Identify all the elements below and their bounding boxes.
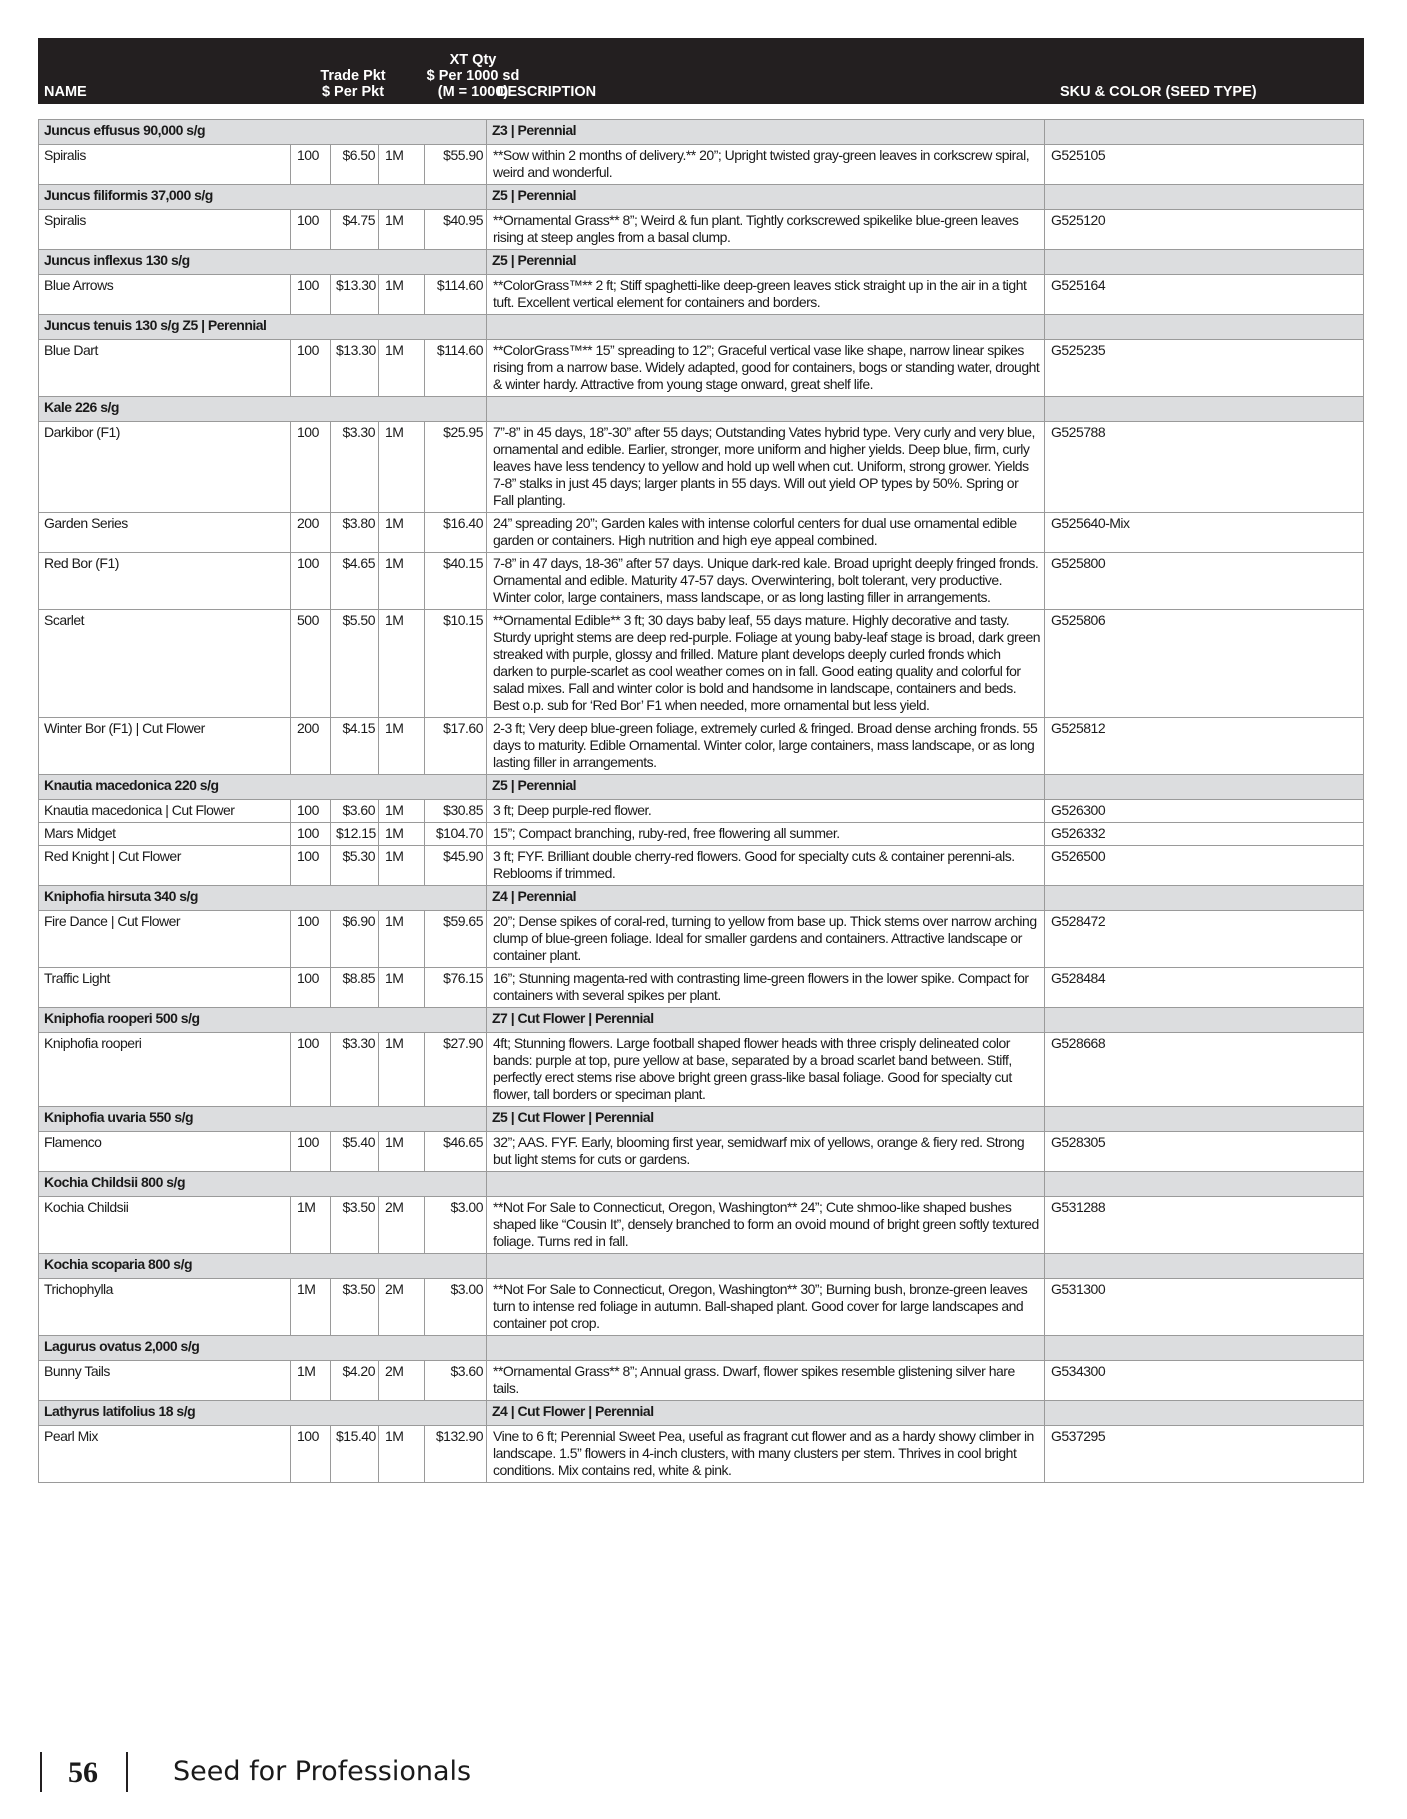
- xt-qty: 1M: [379, 968, 425, 1008]
- group-sku-blank: [1045, 1107, 1364, 1132]
- description: **Not For Sale to Connecticut, Oregon, Washington** 24”; Cute shmoo-like shaped bushes shaped like “Cousin It”, densely branched to form an ovoid mound of bright green softly textured foliage. Turns red in fall.: [487, 1197, 1045, 1254]
- xt-qty: 1M: [379, 340, 425, 397]
- group-zone: [487, 397, 1045, 422]
- description: 3 ft; FYF. Brilliant double cherry-red flowers. Good for specialty cuts & container perenni-als. Reblooms if trimmed.: [487, 846, 1045, 886]
- product-table: [38, 119, 1364, 1483]
- group-header-row: [39, 185, 1364, 210]
- sku: G525788: [1045, 422, 1364, 513]
- xt-price: $114.60: [425, 275, 487, 315]
- variety-name: Winter Bor (F1) | Cut Flower: [39, 718, 291, 775]
- group-sku-blank: [1045, 1008, 1364, 1033]
- group-sku-blank: [1045, 120, 1364, 145]
- description: **Ornamental Grass** 8”; Weird & fun plant. Tightly corkscrewed spikelike blue-green leaves rising at steep angles from a basal clump.: [487, 210, 1045, 250]
- group-sku-blank: [1045, 775, 1364, 800]
- variety-name: Red Bor (F1): [39, 553, 291, 610]
- group-zone: Z5 | Cut Flower | Perennial: [487, 1107, 1045, 1132]
- sku: G525164: [1045, 275, 1364, 315]
- description: Vine to 6 ft; Perennial Sweet Pea, useful as fragrant cut flower and as a hardy showy climber in landscape. 1.5” flowers in 4-inch clusters, with many clusters per stem. Thrives in cool bright conditions. Mix contains red, white & pink.: [487, 1426, 1045, 1483]
- xt-price: $3.00: [425, 1279, 487, 1336]
- group-header-row: [39, 1254, 1364, 1279]
- sku: G525235: [1045, 340, 1364, 397]
- variety-name: Red Knight | Cut Flower: [39, 846, 291, 886]
- header-xt-line1: XT Qty: [449, 52, 497, 68]
- table-header: [38, 38, 1364, 104]
- xt-price: $3.60: [425, 1361, 487, 1401]
- group-header-row: [39, 1401, 1364, 1426]
- trade-pkt-price: $3.80: [331, 513, 379, 553]
- variety-name: Fire Dance | Cut Flower: [39, 911, 291, 968]
- trade-pkt-qty: 100: [291, 800, 331, 823]
- table-row: [39, 610, 1364, 718]
- sku: G537295: [1045, 1426, 1364, 1483]
- catalog-title: Seed for Professionals: [173, 1756, 472, 1787]
- trade-pkt-qty: 100: [291, 1426, 331, 1483]
- sku: G528484: [1045, 968, 1364, 1008]
- description: 4ft; Stunning flowers. Large football shaped flower heads with three crisply delineated color bands: purple at top, pure yellow at base, separated by a broad scarlet band between. Stiff, perfectly erect stems rise above bright green grass-like basal foliage. Good for specialty cut flower, tall borders or speciman plant.: [487, 1033, 1045, 1107]
- product-table-body: [39, 120, 1364, 1483]
- variety-name: Kniphofia rooperi: [39, 1033, 291, 1107]
- group-sku-blank: [1045, 1336, 1364, 1361]
- xt-price: $45.90: [425, 846, 487, 886]
- trade-pkt-qty: 100: [291, 210, 331, 250]
- group-header-row: [39, 886, 1364, 911]
- group-header-row: [39, 1336, 1364, 1361]
- table-row: [39, 911, 1364, 968]
- description: **Sow within 2 months of delivery.** 20”; Upright twisted gray-green leaves in corkscrew spiral, weird and wonderful.: [487, 145, 1045, 185]
- trade-pkt-price: $12.15: [331, 823, 379, 846]
- trade-pkt-qty: 100: [291, 145, 331, 185]
- xt-price: $104.70: [425, 823, 487, 846]
- trade-pkt-price: $4.75: [331, 210, 379, 250]
- xt-price: $132.90: [425, 1426, 487, 1483]
- description: 7-8” in 47 days, 18-36” after 57 days. Unique dark-red kale. Broad upright deeply fringed fronds. Ornamental and edible. Maturity 47-57 days. Overwintering, bolt tolerant, very productive. Winter color, large containers, mass landscape, or as long lasting filler in arrangements.: [487, 553, 1045, 610]
- sku: G531300: [1045, 1279, 1364, 1336]
- trade-pkt-price: $5.50: [331, 610, 379, 718]
- group-zone: [487, 315, 1045, 340]
- xt-qty: 1M: [379, 553, 425, 610]
- group-sku-blank: [1045, 397, 1364, 422]
- group-header-row: [39, 775, 1364, 800]
- description: **ColorGrass™** 15” spreading to 12”; Graceful vertical vase like shape, narrow linear spikes rising from a narrow base. Widely adapted, good for containers, bogs or standing water, drought & winter hardy. Attractive from young stage onward, great shelf life.: [487, 340, 1045, 397]
- group-title: Kniphofia hirsuta 340 s/g: [39, 886, 487, 911]
- trade-pkt-qty: 1M: [291, 1361, 331, 1401]
- sku: G534300: [1045, 1361, 1364, 1401]
- xt-qty: 1M: [379, 823, 425, 846]
- table-row: [39, 1426, 1364, 1483]
- variety-name: Spiralis: [39, 210, 291, 250]
- sku: G525105: [1045, 145, 1364, 185]
- group-title: Kochia Childsii 800 s/g: [39, 1172, 487, 1197]
- header-sku: SKU & COLOR (SEED TYPE): [1060, 84, 1257, 100]
- table-row: [39, 1132, 1364, 1172]
- trade-pkt-price: $4.15: [331, 718, 379, 775]
- group-zone: [487, 1336, 1045, 1361]
- xt-qty: 1M: [379, 800, 425, 823]
- page-number: 56: [68, 1756, 98, 1789]
- trade-pkt-qty: 1M: [291, 1197, 331, 1254]
- description: 7”-8” in 45 days, 18”-30” after 55 days; Outstanding Vates hybrid type. Very curly and very blue, ornamental and edible. Earlier, stronger, more uniform and higher yields. Deep blue, firm, curly leaves have less tendency to yellow and hold up well when cut. Uniform, strong grower. Yields 7-8” stalks in just 45 days; larger plants in 55 days. Will out yield OP types by 50%. Spring or Fall planting.: [487, 422, 1045, 513]
- xt-price: $76.15: [425, 968, 487, 1008]
- group-title: Kniphofia rooperi 500 s/g: [39, 1008, 487, 1033]
- description: **Ornamental Edible** 3 ft; 30 days baby leaf, 55 days mature. Highly decorative and tasty. Sturdy upright stems are deep red-purple. Foliage at young baby-leaf stage is broad, dark green streaked with purple, glossy and frilled. Mature plant develops deeply curled fronds which darken to purple-scarlet as cool weather comes on in fall. Good eating quality and colorful for salad mixes. Fall and winter color is bold and handsome in landscape, containers and beds. Best o.p. sub for ‘Red Bor’ F1 when needed, more ornamental but less yield.: [487, 610, 1045, 718]
- group-sku-blank: [1045, 1401, 1364, 1426]
- trade-pkt-price: $15.40: [331, 1426, 379, 1483]
- trade-pkt-qty: 100: [291, 422, 331, 513]
- description: 32”; AAS. FYF. Early, blooming first year, semidwarf mix of yellows, orange & fiery red. Strong but light stems for cuts or gardens.: [487, 1132, 1045, 1172]
- trade-pkt-qty: 100: [291, 846, 331, 886]
- table-row: [39, 1279, 1364, 1336]
- group-header-row: [39, 250, 1364, 275]
- trade-pkt-price: $3.60: [331, 800, 379, 823]
- group-title: Juncus effusus 90,000 s/g: [39, 120, 487, 145]
- group-title: Lathyrus latifolius 18 s/g: [39, 1401, 487, 1426]
- variety-name: Blue Dart: [39, 340, 291, 397]
- xt-qty: 1M: [379, 145, 425, 185]
- variety-name: Mars Midget: [39, 823, 291, 846]
- trade-pkt-price: $3.50: [331, 1279, 379, 1336]
- group-title: Kochia scoparia 800 s/g: [39, 1254, 487, 1279]
- sku: G528472: [1045, 911, 1364, 968]
- table-row: [39, 823, 1364, 846]
- sku: G526500: [1045, 846, 1364, 886]
- table-row: [39, 1361, 1364, 1401]
- trade-pkt-qty: 1M: [291, 1279, 331, 1336]
- header-trade-line2: $ Per Pkt: [321, 84, 385, 100]
- group-sku-blank: [1045, 250, 1364, 275]
- xt-price: $40.95: [425, 210, 487, 250]
- xt-qty: 2M: [379, 1279, 425, 1336]
- group-header-row: [39, 315, 1364, 340]
- group-zone: Z5 | Perennial: [487, 250, 1045, 275]
- xt-price: $17.60: [425, 718, 487, 775]
- catalog-page: [38, 38, 1364, 1483]
- xt-qty: 1M: [379, 846, 425, 886]
- header-description: DESCRIPTION: [497, 84, 597, 100]
- group-header-row: [39, 397, 1364, 422]
- trade-pkt-price: $3.50: [331, 1197, 379, 1254]
- footer-divider-left: [40, 1752, 42, 1792]
- xt-price: $25.95: [425, 422, 487, 513]
- group-zone: Z4 | Perennial: [487, 886, 1045, 911]
- xt-qty: 1M: [379, 610, 425, 718]
- trade-pkt-price: $6.90: [331, 911, 379, 968]
- sku: G528305: [1045, 1132, 1364, 1172]
- xt-qty: 2M: [379, 1197, 425, 1254]
- trade-pkt-price: $8.85: [331, 968, 379, 1008]
- group-sku-blank: [1045, 886, 1364, 911]
- table-row: [39, 1033, 1364, 1107]
- trade-pkt-price: $5.30: [331, 846, 379, 886]
- trade-pkt-qty: 200: [291, 718, 331, 775]
- trade-pkt-price: $13.30: [331, 340, 379, 397]
- trade-pkt-price: $5.40: [331, 1132, 379, 1172]
- header-trade-pkt: [294, 68, 412, 100]
- xt-qty: 1M: [379, 513, 425, 553]
- group-sku-blank: [1045, 1254, 1364, 1279]
- variety-name: Kochia Childsii: [39, 1197, 291, 1254]
- xt-price: $46.65: [425, 1132, 487, 1172]
- xt-qty: 1M: [379, 210, 425, 250]
- trade-pkt-price: $3.30: [331, 422, 379, 513]
- group-zone: [487, 1254, 1045, 1279]
- trade-pkt-qty: 100: [291, 1033, 331, 1107]
- description: 20”; Dense spikes of coral-red, turning to yellow from base up. Thick stems over narrow arching clump of blue-green foliage. Ideal for smaller gardens and containers. Attractive landscape or container plant.: [487, 911, 1045, 968]
- xt-price: $16.40: [425, 513, 487, 553]
- description: **Ornamental Grass** 8”; Annual grass. Dwarf, flower spikes resemble glistening silver hare tails.: [487, 1361, 1045, 1401]
- variety-name: Darkibor (F1): [39, 422, 291, 513]
- table-row: [39, 275, 1364, 315]
- sku: G525806: [1045, 610, 1364, 718]
- xt-qty: 2M: [379, 1361, 425, 1401]
- description: **Not For Sale to Connecticut, Oregon, Washington** 30”; Burning bush, bronze-green leaves turn to intense red foliage in autumn. Ball-shaped plant. Good cover for large landscapes and container pot crop.: [487, 1279, 1045, 1336]
- group-zone: [487, 1172, 1045, 1197]
- sku: G525640-Mix: [1045, 513, 1364, 553]
- table-row: [39, 968, 1364, 1008]
- variety-name: Garden Series: [39, 513, 291, 553]
- xt-price: $40.15: [425, 553, 487, 610]
- description: 3 ft; Deep purple-red flower.: [487, 800, 1045, 823]
- sku: G526300: [1045, 800, 1364, 823]
- table-row: [39, 513, 1364, 553]
- group-header-row: [39, 1107, 1364, 1132]
- variety-name: Scarlet: [39, 610, 291, 718]
- xt-price: $27.90: [425, 1033, 487, 1107]
- variety-name: Trichophylla: [39, 1279, 291, 1336]
- group-sku-blank: [1045, 185, 1364, 210]
- header-xt-line3: (M = 1000): [437, 84, 509, 100]
- xt-qty: 1M: [379, 1132, 425, 1172]
- group-sku-blank: [1045, 1172, 1364, 1197]
- group-title: Kale 226 s/g: [39, 397, 487, 422]
- trade-pkt-price: $4.65: [331, 553, 379, 610]
- sku: G525812: [1045, 718, 1364, 775]
- trade-pkt-qty: 200: [291, 513, 331, 553]
- trade-pkt-price: $6.50: [331, 145, 379, 185]
- xt-qty: 1M: [379, 422, 425, 513]
- group-title: Juncus filiformis 37,000 s/g: [39, 185, 487, 210]
- description: 2-3 ft; Very deep blue-green foliage, extremely curled & fringed. Broad dense arching fronds. 55 days to maturity. Edible Ornamental. Winter color, large containers, mass landscape, or as long lasting filler in arrangements.: [487, 718, 1045, 775]
- table-row: [39, 210, 1364, 250]
- variety-name: Flamenco: [39, 1132, 291, 1172]
- xt-qty: 1M: [379, 911, 425, 968]
- trade-pkt-qty: 100: [291, 340, 331, 397]
- group-zone: Z3 | Perennial: [487, 120, 1045, 145]
- group-header-row: [39, 1008, 1364, 1033]
- xt-qty: 1M: [379, 1426, 425, 1483]
- trade-pkt-qty: 100: [291, 275, 331, 315]
- table-row: [39, 1197, 1364, 1254]
- variety-name: Blue Arrows: [39, 275, 291, 315]
- group-title: Juncus tenuis 130 s/g Z5 | Perennial: [39, 315, 487, 340]
- description: 15”; Compact branching, ruby-red, free flowering all summer.: [487, 823, 1045, 846]
- trade-pkt-price: $3.30: [331, 1033, 379, 1107]
- description: **ColorGrass™** 2 ft; Stiff spaghetti-like deep-green leaves stick straight up in the air in a tight tuft. Excellent vertical element for containers and borders.: [487, 275, 1045, 315]
- group-title: Lagurus ovatus 2,000 s/g: [39, 1336, 487, 1361]
- variety-name: Spiralis: [39, 145, 291, 185]
- table-row: [39, 553, 1364, 610]
- xt-qty: 1M: [379, 275, 425, 315]
- trade-pkt-qty: 100: [291, 911, 331, 968]
- trade-pkt-qty: 100: [291, 823, 331, 846]
- group-title: Kniphofia uvaria 550 s/g: [39, 1107, 487, 1132]
- trade-pkt-qty: 500: [291, 610, 331, 718]
- table-row: [39, 846, 1364, 886]
- sku: G531288: [1045, 1197, 1364, 1254]
- trade-pkt-price: $13.30: [331, 275, 379, 315]
- xt-qty: 1M: [379, 718, 425, 775]
- group-header-row: [39, 120, 1364, 145]
- trade-pkt-qty: 100: [291, 553, 331, 610]
- sku: G525800: [1045, 553, 1364, 610]
- header-trade-line1: Trade Pkt: [320, 68, 386, 84]
- xt-price: $59.65: [425, 911, 487, 968]
- trade-pkt-qty: 100: [291, 1132, 331, 1172]
- description: 24” spreading 20”; Garden kales with intense colorful centers for dual use ornamental edible garden or containers. High nutrition and high eye appeal combined.: [487, 513, 1045, 553]
- xt-price: $10.15: [425, 610, 487, 718]
- table-row: [39, 145, 1364, 185]
- xt-price: $55.90: [425, 145, 487, 185]
- footer-divider-right: [126, 1752, 128, 1792]
- group-zone: Z7 | Cut Flower | Perennial: [487, 1008, 1045, 1033]
- variety-name: Bunny Tails: [39, 1361, 291, 1401]
- table-row: [39, 422, 1364, 513]
- group-sku-blank: [1045, 315, 1364, 340]
- variety-name: Traffic Light: [39, 968, 291, 1008]
- group-zone: Z5 | Perennial: [487, 185, 1045, 210]
- sku: G528668: [1045, 1033, 1364, 1107]
- table-row: [39, 718, 1364, 775]
- trade-pkt-price: $4.20: [331, 1361, 379, 1401]
- group-title: Knautia macedonica 220 s/g: [39, 775, 487, 800]
- xt-qty: 1M: [379, 1033, 425, 1107]
- xt-price: $114.60: [425, 340, 487, 397]
- group-header-row: [39, 1172, 1364, 1197]
- table-row: [39, 800, 1364, 823]
- group-zone: Z5 | Perennial: [487, 775, 1045, 800]
- group-title: Juncus inflexus 130 s/g: [39, 250, 487, 275]
- table-row: [39, 340, 1364, 397]
- xt-price: $30.85: [425, 800, 487, 823]
- trade-pkt-qty: 100: [291, 968, 331, 1008]
- sku: G525120: [1045, 210, 1364, 250]
- variety-name: Pearl Mix: [39, 1426, 291, 1483]
- sku: G526332: [1045, 823, 1364, 846]
- xt-price: $3.00: [425, 1197, 487, 1254]
- variety-name: Knautia macedonica | Cut Flower: [39, 800, 291, 823]
- description: 16”; Stunning magenta-red with contrasting lime-green flowers in the lower spike. Compact for containers with several spikes per plant.: [487, 968, 1045, 1008]
- header-xt-line2: $ Per 1000 sd: [426, 68, 520, 84]
- group-zone: Z4 | Cut Flower | Perennial: [487, 1401, 1045, 1426]
- header-name: NAME: [44, 84, 87, 100]
